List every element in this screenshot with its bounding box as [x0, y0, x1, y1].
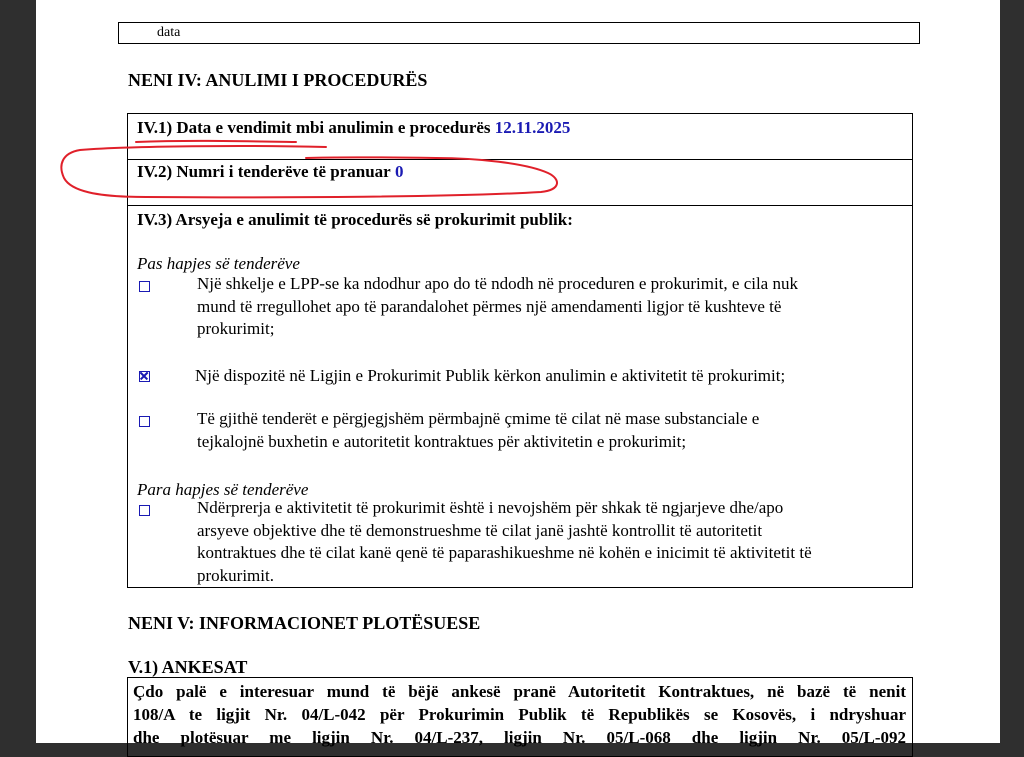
iv2-value: 0 — [394, 162, 404, 181]
iv3-label: IV.3) Arsyeja e anulimit të procedurës së prokurimit publik: — [137, 210, 573, 229]
document-page — [36, 0, 1000, 747]
circle-annotation — [61, 146, 557, 197]
option-1-text: Një shkelje e LPP-se ka ndodhur apo do të ndodh në proceduren e prokurimit, e cila nuk mund të rregullohet apo të parandalohet përmes një amendamenti ligjor të kushteve të prokurimit; — [197, 274, 798, 338]
iv1-value: 12.11.2025 — [494, 118, 571, 137]
before-opening-label: Para hapjes së tenderëve — [137, 480, 309, 499]
option-3-text: Të gjithë tenderët e përgjegjshëm përmbajnë çmime të cilat në mase substanciale e tejkalojnë buxhetin e autoritetit kontraktues për aktivitetin e prokurimit; — [197, 409, 760, 451]
annotation-overlay — [36, 0, 1000, 743]
section-iv-heading: NENI IV: ANULIMI I PROCEDURËS — [128, 70, 428, 90]
data-label: data — [157, 25, 181, 40]
appeals-text: Çdo palë e interesuar mund të bëjë ankesë pranë Autoritetit Kontraktues, në bazë të nenit 108/A te ligjit Nr. 04/L-042 për Prokurimin Publik të Republikës se Kosovës, i ndryshuar dhe plotësuar me ligjin Nr. 04/L-237, ligjin Nr. 05/L-068 dhe ligjin Nr. 05/L-092 — [133, 682, 906, 747]
iv1-label: IV.1) Data e vendimit mbi anulimin e procedurës — [137, 118, 491, 137]
option-2-text: Një dispozitë në Ligjin e Prokurimit Publik kërkon anulimin e aktivitetit të prokurimit; — [195, 366, 786, 385]
after-opening-label: Pas hapjes së tenderëve — [137, 254, 300, 273]
section-v-heading: NENI V: INFORMACIONET PLOTËSUESE — [128, 613, 481, 633]
iv2-label: IV.2) Numri i tenderëve të pranuar — [137, 162, 391, 181]
v1-heading: V.1) ANKESAT — [128, 657, 248, 677]
underline-annotation — [136, 141, 296, 142]
option-4-text: Ndërprerja e aktivitetit të prokurimit është i nevojshëm për shkak të ngjarjeve dhe/apo arsyeve objektive dhe të demonstrueshme të cilat janë jashtë kontrollit të autoritetit kontraktues dhe të cilat kanë qenë të paparashikueshme në kohën e inicimit të aktivitetit të prokurimit. — [197, 498, 812, 585]
